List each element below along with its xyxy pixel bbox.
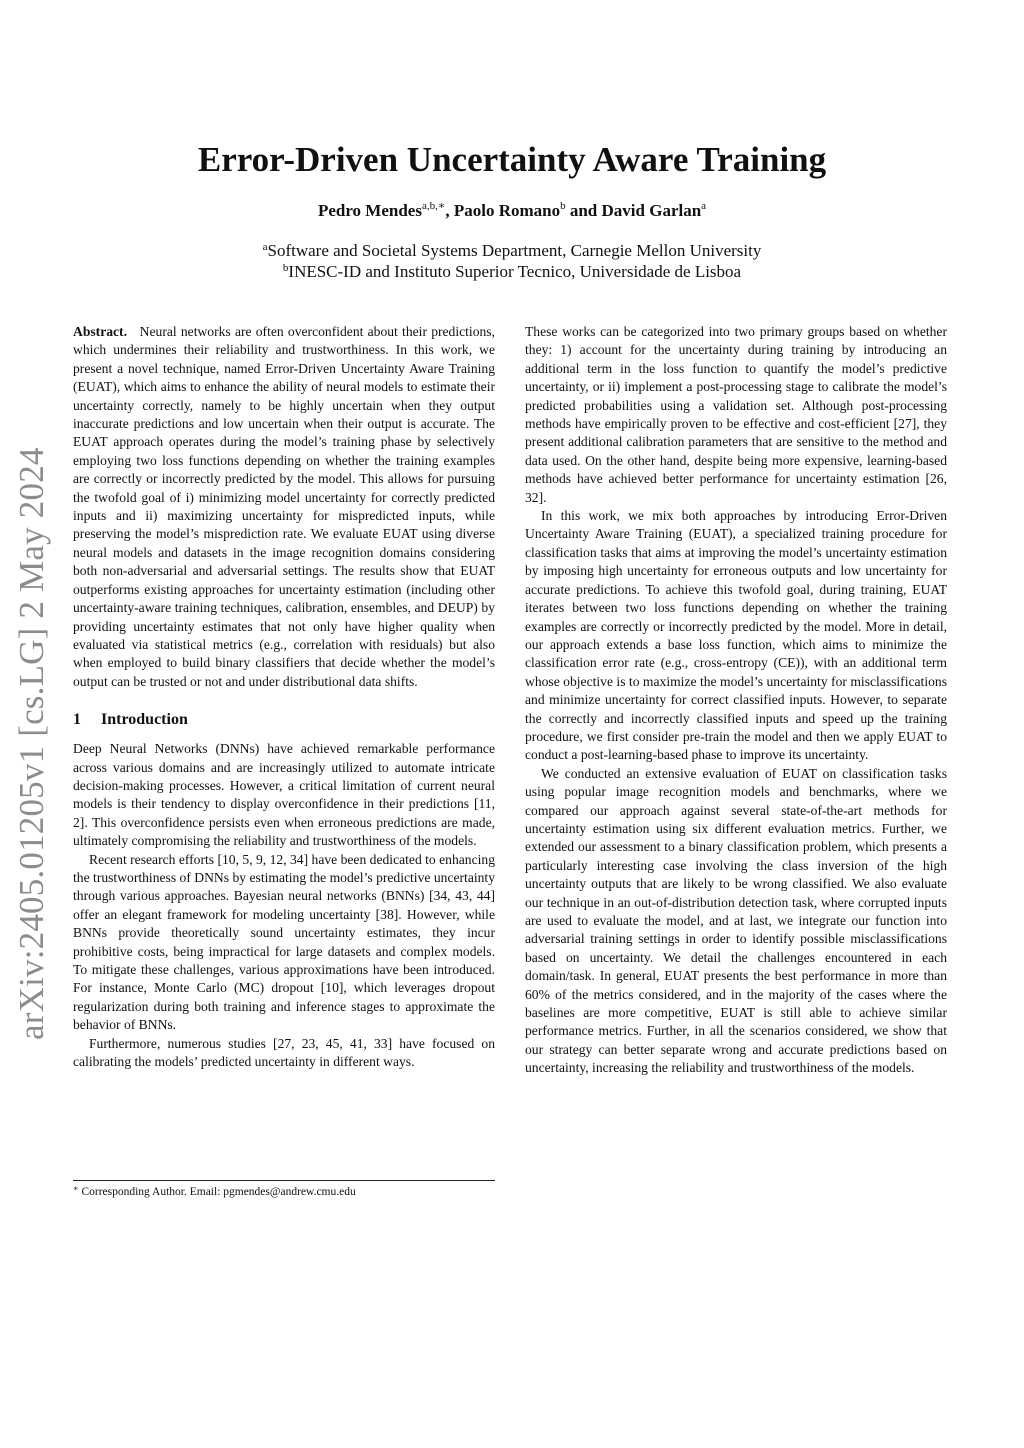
right-column: [525, 323, 947, 1078]
abstract-paragraph: [73, 323, 495, 691]
footnote-text: Corresponding Author. Email: pgmendes@andrew.cmu.edu: [81, 1186, 356, 1198]
body-paragraph: Deep Neural Networks (DNNs) have achieved remarkable performance across various domains and are increasingly utilized to automate intricate decision-making processes. However, a critical limitation of current neural models is their tendency to display overconfidence in their predictions [11, 2]. This overconfidence persists even when erroneous predictions are made, ultimately compromising the reliability and trustworthiness of the models.: [73, 741, 495, 849]
section-number: 1: [73, 711, 81, 729]
left-column: [73, 323, 495, 1071]
body-paragraph: These works can be categorized into two primary groups based on whether they: 1) account for the uncertainty during training by introducing an additional term in the loss function to quantify the model’s predictive uncertainty, or ii) implement a post-processing stage to calibrate the model’s predicted probabilities using a validation set. Although post-processing methods have empirically proven to be effective and cost-efficient [27], they present additional calibration parameters that are sensitive to the method and data used. On the other hand, despite being more expensive, learning-based methods have achieved better performance for uncertainty estimation [26, 32].: [525, 324, 947, 505]
body-paragraph: Recent research efforts [10, 5, 9, 12, 34] have been dedicated to enhancing the trustworthiness of DNNs by estimating the model’s predictive uncertainty through various approaches. Bayesian neural networks (BNNs) [34, 43, 44] offer an elegant framework for modeling uncertainty [38]. However, while BNNs provide theoretically sound uncertainty estimates, they incur prohibitive costs, being impractical for large datasets and complex models. To mitigate these challenges, various approximations have been introduced. For instance, Monte Carlo (MC) dropout [10], which leverages dropout regularization during both training and inference stages to approximate the behavior of BNNs.: [73, 851, 495, 1033]
abstract-text: Neural networks are often overconfident about their predictions, which undermines their reliability and trustworthiness. In this work, we present a novel technique, named Error-Driven Uncertainty Aware Training (EUAT), which aims to enhance the ability of neural models to estimate their uncertainty correctly, namely to be highly uncertain when they output inaccurate predictions and low uncertain when their output is accurate. The EUAT approach operates during the model’s training phase by selectively employing two loss functions depending on whether the training examples are correctly or incorrectly predicted by the model. This allows for pursuing the twofold goal of i) minimizing model uncertainty for correctly predicted inputs and ii) maximizing uncertainty for mispredicted inputs, while preserving the model’s misprediction rate. We evaluate EUAT using diverse neural models and datasets in the image recognition domains considering both non-adversarial and adversarial settings. The results show that EUAT outperforms existing approaches for uncertainty estimation (including other uncertainty-aware training techniques, calibration, ensembles, and DEUP) by providing uncertainty estimates that not only have higher quality when evaluated via statistical metrics (e.g., correlation with residuals) but also when employed to build binary classifiers that decide whether the model’s output can be trusted or not and under distributional data shifts.: [73, 324, 495, 689]
author-separator: and: [565, 201, 602, 220]
footnote-mark: ∗: [73, 1184, 79, 1193]
affiliation-mark: b: [282, 262, 289, 274]
author-affiliation-mark: a,b,∗: [421, 200, 446, 212]
affiliation-line: [0, 261, 1024, 282]
author-separator: ,: [445, 201, 454, 220]
body-paragraph: We conducted an extensive evaluation of EUAT on classification tasks using popular image recognition models and benchmarks, where we compared our approach against several state-of-the-art methods for uncertainty estimation using six different evaluation metrics. Further, we extended our assessment to a binary classification problem, which presents a particularly interesting case involving the class inversion of the high uncertainty outputs that are likely to be wrong classified. We also evaluate our technique in an out-of-distribution detection task, where corrupted inputs are used to evaluate the model, and at last, we integrate our function into adversarial training settings in order to identify possible misclassifications based on uncertainty. We detail the challenges encountered in each domain/task. In general, EUAT presents the best performance in more than 60% of the metrics considered, and in the majority of the cases where the baselines are more competitive, EUAT is still able to achieve similar performance metrics. Further, in all the scenarios considered, we show that our strategy can better separate wrong and accurate predictions based on uncertainty, increasing the reliability and trustworthiness of the models.: [525, 765, 947, 1076]
affiliation-line: [0, 240, 1024, 261]
author-affiliation-mark: a: [701, 200, 707, 212]
body-paragraph: In this work, we mix both approaches by introducing Error-Driven Uncertainty Aware Training (EUAT), a specialized training procedure for classification tasks that aims at improving the model’s uncertainty estimation by imposing high uncertainty for erroneous outputs and low uncertainty for accurate predictions. To achieve this twofold goal, during training, EUAT iterates between two loss functions depending on whether the training examples are correctly or incorrectly predicted by the model. More in detail, our approach extends a base loss function, which aims to minimize the classification error rate (e.g., cross-entropy (CE)), with an additional term whose objective is to maximize the model’s uncertainty for misclassifications and minimize uncertainty for correct classified inputs. However, to separate the correctly and incorrectly classified inputs and speed up the training procedure, we first consider pre-train the model and then we apply EUAT to conduct a post-learning-based phase to improve its uncertainty.: [525, 508, 947, 763]
affiliation-list: [0, 240, 1024, 282]
author-name: Paolo Romano: [453, 201, 561, 220]
author-affiliation-mark: b: [560, 200, 566, 212]
footnote: [73, 1185, 495, 1200]
section-title: Introduction: [101, 711, 188, 729]
section-heading-introduction: [73, 710, 495, 730]
affiliation-text: INESC-ID and Instituto Superior Tecnico, Universidade de Lisboa: [288, 262, 742, 281]
author-name: David Garlan: [601, 201, 702, 220]
arxiv-identifier-stamp: arXiv:2405.01205v1 [cs.LG] 2 May 2024: [12, 447, 51, 1040]
author-name: Pedro Mendes: [317, 201, 422, 220]
body-paragraph: Furthermore, numerous studies [27, 23, 45, 41, 33] have focused on calibrating the models’ predicted uncertainty in different ways.: [73, 1035, 495, 1070]
affiliation-text: Software and Societal Systems Department, Carnegie Mellon University: [267, 241, 762, 260]
abstract-label: Abstract.: [73, 324, 127, 339]
affiliation-mark: a: [262, 241, 268, 253]
paper-title: Error-Driven Uncertainty Aware Training: [197, 140, 827, 179]
author-list: [0, 201, 1024, 221]
footnote-rule: [73, 1180, 495, 1181]
